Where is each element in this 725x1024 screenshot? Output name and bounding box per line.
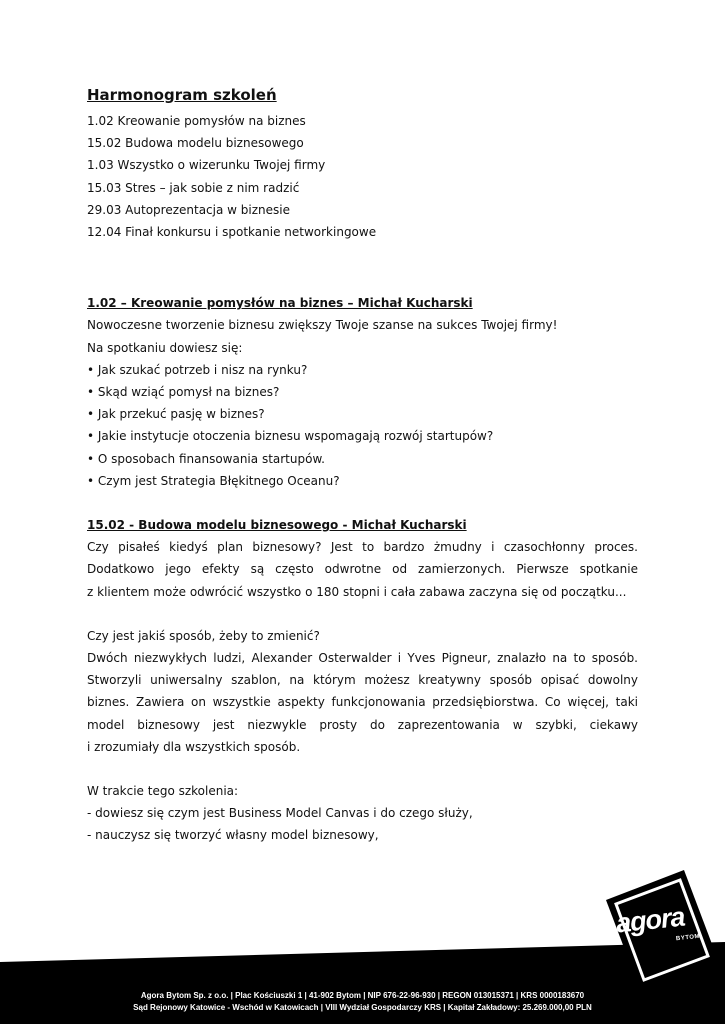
bullet-item: • Jakie instytucje otoczenia biznesu wspomagają rozwój startupów?	[87, 429, 494, 444]
paragraph-line: i zrozumiały dla wszystkich sposób.	[87, 739, 301, 754]
paragraph-line: Stworzyli uniwersalny szablon, na którym możesz kreatywny sposób opisać dowolny	[87, 673, 638, 688]
training-lead: W trakcie tego szkolenia:	[87, 784, 239, 799]
bullet-item: • Jak szukać potrzeb i nisz na rynku?	[87, 362, 308, 377]
schedule-item: 15.02 Budowa modelu biznesowego	[87, 136, 304, 151]
schedule-item: 1.02 Kreowanie pomysłów na biznes	[87, 114, 306, 128]
paragraph-line: biznes. Zawiera on wszystkie aspekty funkcjonowania przedsiębiorstwa. Co więcej, taki	[87, 695, 638, 710]
bullet-item: • Skąd wziąć pomysł na biznes?	[87, 385, 280, 400]
page-title: Harmonogram szkoleń	[87, 86, 277, 104]
paragraph-line: Dodatkowo jego efekty są często odwrotne od zamierzonych. Pierwsze spotkanie	[87, 562, 638, 577]
footer-line-1: Agora Bytom Sp. z o.o. | Plac Kościuszki 1 | 41-902 Bytom | NIP 676-22-96-930 | REGON 013015371 | KRS 0000183670	[140, 991, 585, 1000]
schedule-item: 15.03 Stres – jak sobie z nim radzić	[87, 180, 300, 195]
paragraph-line: Dwóch niezwykłych ludzi, Alexander Osterwalder i Yves Pigneur, znalazło na to sposób.	[87, 651, 638, 666]
paragraph-line: model biznesowy jest niezwykle prosty do zaprezentowania w szybki, ciekawy	[87, 717, 638, 732]
bullet-item: • Jak przekuć pasję w biznes?	[87, 407, 265, 422]
schedule-item: 12.04 Finał konkursu i spotkanie networkingowe	[87, 225, 377, 240]
bullet-item: • Czym jest Strategia Błękitnego Oceanu?	[87, 473, 340, 488]
footer-line-2: Sąd Rejonowy Katowice - Wschód w Katowicach | VIII Wydział Gospodarczy KRS | Kapitał Zakładowy: 25.269.000,00 PLN	[133, 1003, 592, 1012]
logo-wordmark: agora	[614, 901, 686, 939]
section-1-intro: Nowoczesne tworzenie biznesu zwiększy Twoje szanse na sukces Twojej firmy!	[87, 318, 558, 333]
schedule-list	[87, 110, 638, 243]
schedule-item: 1.03 Wszystko o wizerunku Twojej firmy	[87, 158, 326, 173]
schedule-item: 29.03 Autoprezentacja w biznesie	[87, 202, 290, 217]
training-item: - dowiesz się czym jest Business Model Canvas i do czego służy,	[87, 806, 473, 821]
section-2-question: Czy jest jakiś sposób, żeby to zmienić?	[87, 628, 320, 643]
logo-subtext: BYTOM	[675, 933, 701, 943]
bullet-item: • O sposobach finansowania startupów.	[87, 451, 325, 466]
section-1-lead: Na spotkaniu dowiesz się:	[87, 340, 243, 355]
section-1-heading: 1.02 – Kreowanie pomysłów na biznes – Michał Kucharski	[87, 296, 473, 311]
section-2-heading: 15.02 - Budowa modelu biznesowego - Michał Kucharski	[87, 518, 467, 533]
paragraph-line: z klientem może odwrócić wszystko o 180 stopni i cała zabawa zaczyna się od początku...	[87, 584, 627, 599]
training-item: - nauczysz się tworzyć własny model biznesowy,	[87, 828, 379, 843]
section-1-bullets	[87, 359, 638, 492]
paragraph-line: Czy pisałeś kiedyś plan biznesowy? Jest to bardzo żmudny i czasochłonny proces.	[87, 540, 638, 555]
document-body	[87, 86, 638, 847]
